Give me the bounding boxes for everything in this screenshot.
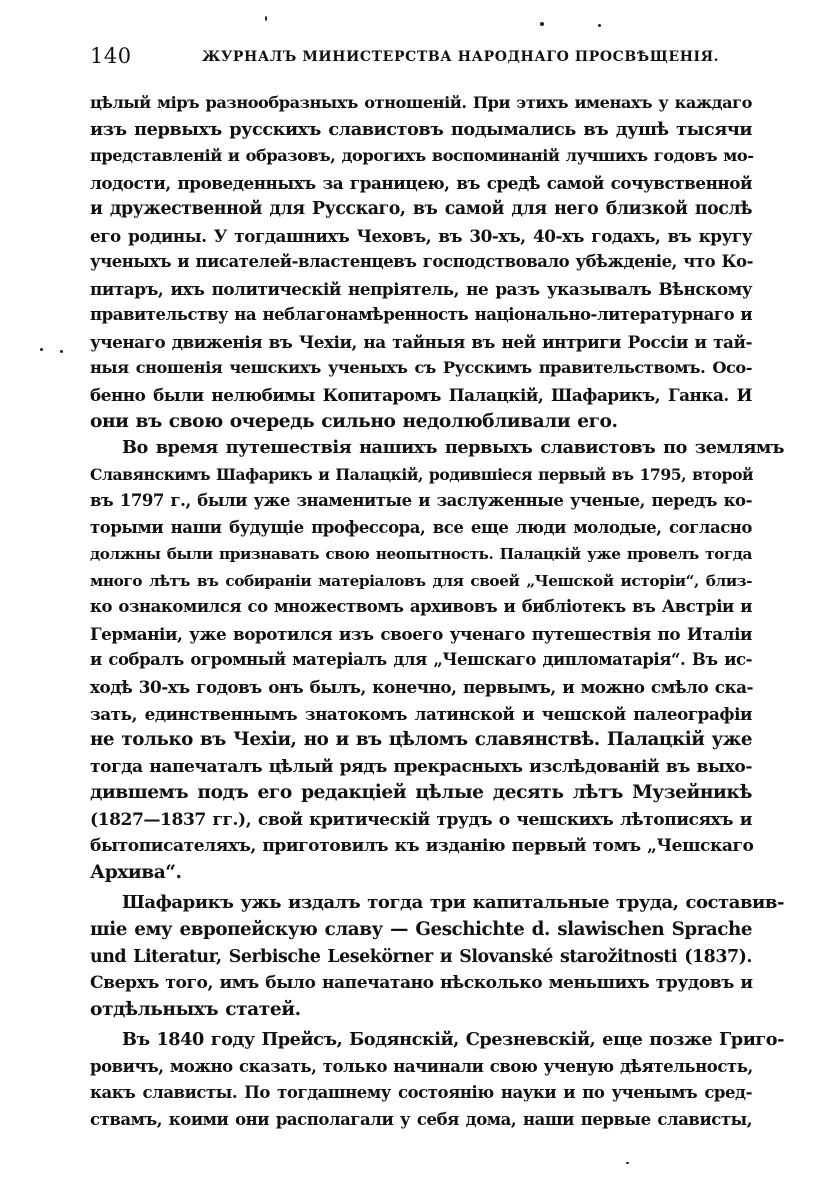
text-line: и собралъ огромный матеріалъ для „Чешскаго дипломатарія“. Въ ис- <box>90 650 752 670</box>
text-line: какъ слависты. По тогдашнему состоянію науки и по ученымъ сред- <box>90 1083 752 1103</box>
text-line: торыми наши будущіе профессора, все еще люди молодые, согласно <box>90 517 752 537</box>
text-line: много лѣтъ въ собираніи матеріаловъ для своей „Чешской исторіи“, близ- <box>90 571 752 590</box>
text-line: Въ 1840 году Прейсъ, Бодянскій, Срезневскій, еще позже Григо- <box>122 1029 784 1051</box>
text-line: und Literatur, Serbische Lesekörner и Slovanské starožitnosti (1837). <box>90 946 752 967</box>
text-line: Архива“. <box>90 861 182 883</box>
text-line: лодости, проведенныхъ за границею, въ средѣ самой сочувственной <box>90 172 752 193</box>
text-line: и дружественной для Русскаго, въ самой для него близкой послѣ <box>90 199 752 220</box>
text-line: ствамъ, коими они располагали у себя дома, наши первые слависты, <box>90 1109 752 1129</box>
text-line: ныя сношенія чешскихъ ученыхъ съ Русскимъ правительствомъ. Осо- <box>90 358 752 378</box>
paragraph-4 <box>90 1027 784 1133</box>
text-line: тогда напечаталъ цѣлый рядъ прекрасныхъ изслѣдованій въ выхо- <box>90 756 752 777</box>
text-line: зать, единственнымъ знатокомъ латинской и чешской палеографіи <box>90 703 752 724</box>
body-text <box>90 90 784 1133</box>
text-line: ровичъ, можно сказать, только начинали свою ученую дѣятельность, <box>90 1056 753 1076</box>
text-line: отдѣльныхъ статей. <box>90 998 301 1020</box>
text-line: правительству на неблагонамѣренность національно-литературнаго и <box>90 305 753 325</box>
text-line: ученаго движенія въ Чехіи, на тайныя въ ней интриги Россіи и тай- <box>90 331 752 352</box>
text-line: (1827—1837 гг.), свой критическій трудъ о чешскихъ лѣтописяхъ и <box>90 809 752 830</box>
text-line: ученыхъ и писателей-властенцевъ господствовало убѣжденіе, что Ко- <box>90 252 753 272</box>
scan-speck <box>598 24 601 27</box>
text-line: дившемъ подъ его редакціей цѣлые десять лѣтъ Музейникѣ <box>90 782 752 804</box>
paragraph-2 <box>90 435 784 886</box>
scan-speck <box>540 22 544 26</box>
text-line: Шафарикъ ужь издалъ тогда три капитальные труда, составив- <box>122 892 784 914</box>
scan-speck <box>626 1162 629 1164</box>
text-line: въ 1797 г., были уже знаменитые и заслуженные ученые, передъ ко- <box>90 491 752 511</box>
text-line: шіе ему европейскую славу — Geschichte d. slawischen Sprache <box>90 918 752 940</box>
text-line: цѣлый міръ разнообразныхъ отношеній. При этихъ именахъ у каждаго <box>90 93 752 112</box>
text-line: представленій и образовъ, дорогихъ воспоминаній лучшихъ годовъ мо- <box>90 146 754 166</box>
text-line: не только въ Чехіи, но и въ цѣломъ славянствѣ. Палацкій уже <box>90 729 752 751</box>
text-line: ко ознакомился со множествомъ архивовъ и библіотекъ въ Австріи и <box>90 597 752 617</box>
scan-speck <box>40 348 43 351</box>
text-line: бытописателяхъ, приготовилъ къ изданію первый томъ „Чешскаго <box>90 836 754 857</box>
text-line: его родины. У тогдашнихъ Чеховъ, въ 30-хъ, 40-хъ годахъ, въ кругу <box>90 225 752 246</box>
paragraph-3 <box>90 890 784 1023</box>
page-number: 140 <box>90 44 132 68</box>
scan-speck <box>60 350 63 353</box>
text-line: бенно были нелюбимы Копитаромъ Палацкій, Шафарикъ, Ганка. И <box>90 385 752 406</box>
text-line: Сверхъ того, имъ было напечатано нѣсколько меньшихъ трудовъ и <box>90 973 753 994</box>
text-line: должны были признавать свою неопытность. Палацкій уже провелъ тогда <box>90 545 752 564</box>
paragraph-1 <box>90 90 752 435</box>
text-line: Славянскимъ Шафарикъ и Палацкій, родившіеся первый въ 1795, второй <box>90 464 754 484</box>
running-title: ЖУРНАЛЪ МИНИСТЕРСТВА НАРОДНАГО ПРОСВѢЩЕНІЯ. <box>202 49 720 65</box>
scan-speck <box>265 16 267 21</box>
text-line: изъ первыхъ русскихъ славистовъ подымались въ душѣ тысячи <box>90 118 752 140</box>
text-line: Во время путешествія нашихъ первыхъ славистовъ по землямъ <box>122 437 784 459</box>
text-line: Германіи, уже воротился изъ своего ученаго путешествія по Италіи <box>90 623 752 644</box>
text-line: ходѣ 30-хъ годовъ онъ былъ, конечно, первымъ, и можно смѣло ска- <box>90 677 754 698</box>
text-line: питаръ, ихъ политическій непріятель, не разъ указывалъ Вѣнскому <box>90 278 752 299</box>
page-header <box>90 44 752 72</box>
text-line: они въ свою очередь сильно недолюбливали его. <box>90 410 618 432</box>
